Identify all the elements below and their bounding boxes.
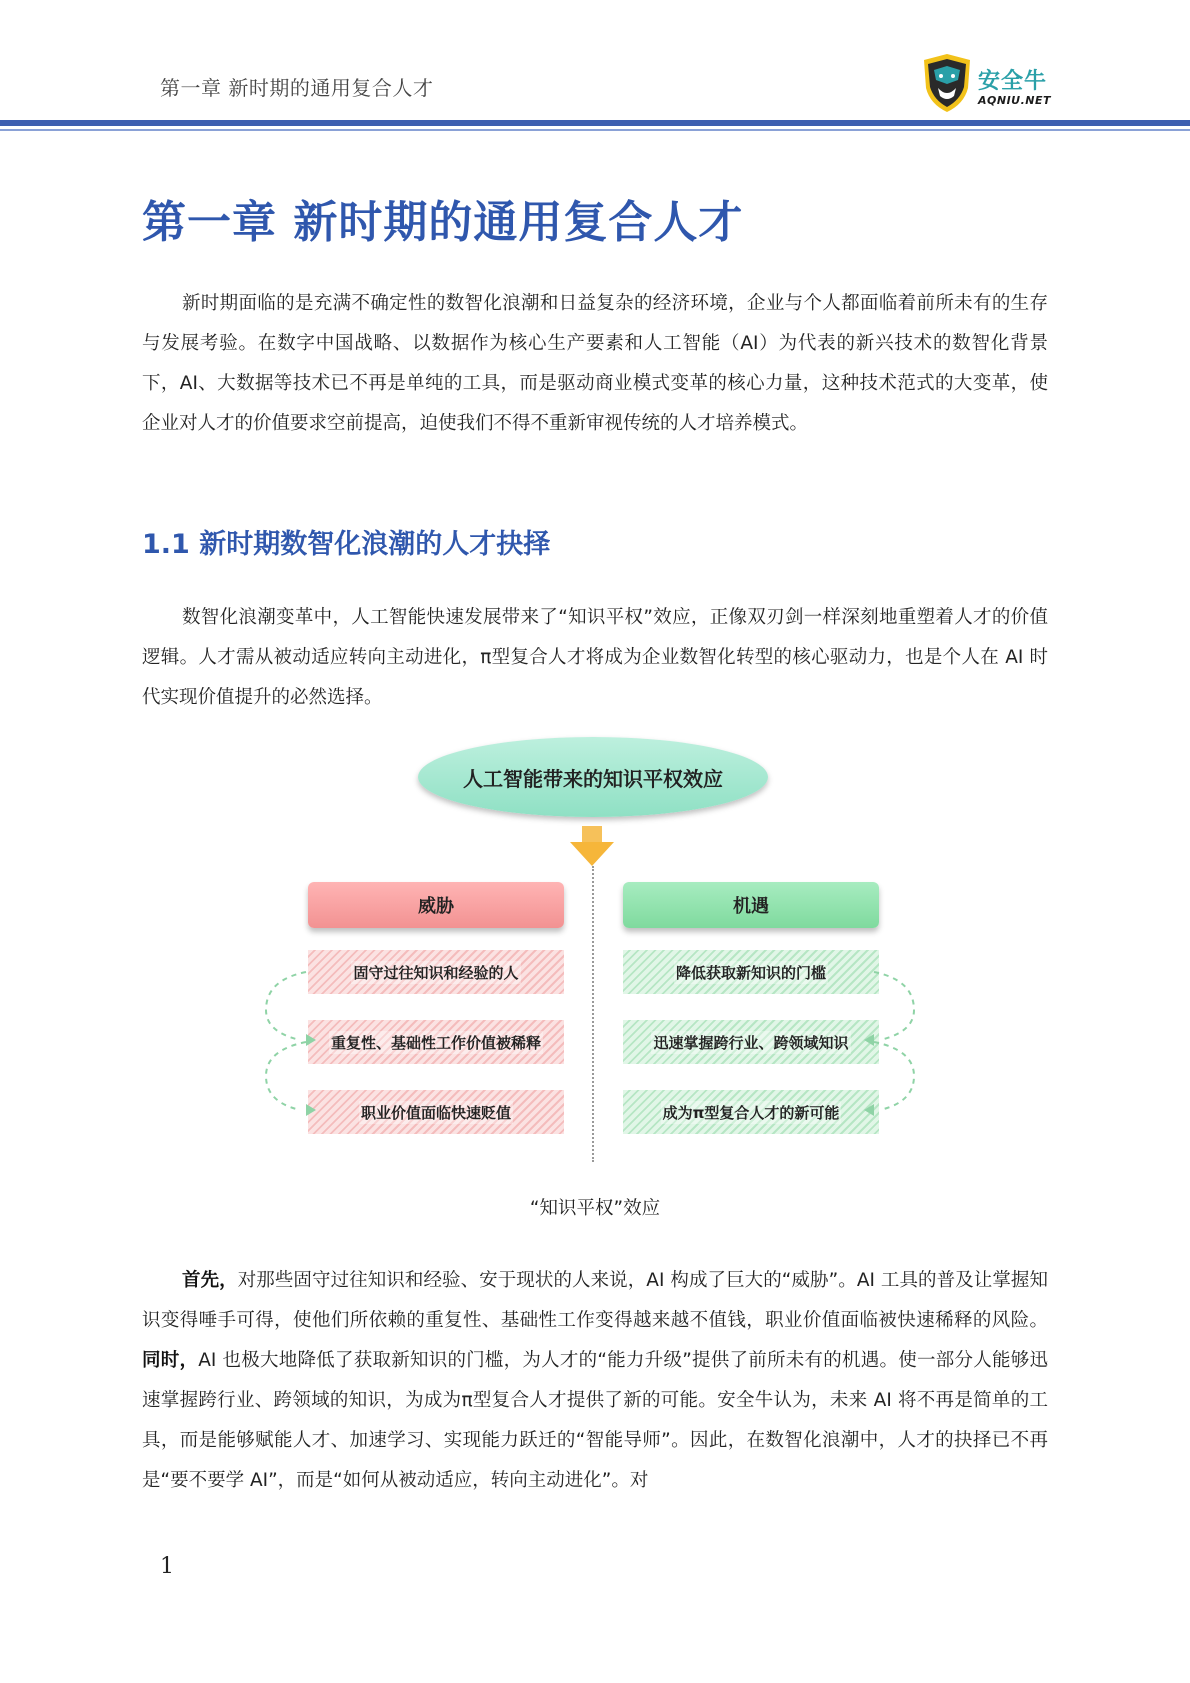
arrow-down-icon <box>570 826 614 866</box>
brand-logo <box>920 54 1050 118</box>
section-title: 1.1 新时期数智化浪潮的人才抉择 <box>142 529 551 560</box>
opportunity-header: 机遇 <box>623 882 879 928</box>
running-header-title: 第一章 新时期的通用复合人才 <box>160 76 434 100</box>
text-first: 对那些固守过往知识和经验、安于现状的人来说，AI 构成了巨大的“威胁”。AI 工具的普及让掌握知识变得唾手可得，使他们所依赖的重复性、基础性工作变得越来越不值钱，职业价值面临被快速稀释的风险。 <box>142 1270 1048 1331</box>
opportunity-item: 迅速掌握跨行业、跨领域知识 <box>623 1020 879 1064</box>
page-number: 1 <box>160 1554 174 1579</box>
threat-item: 固守过往知识和经验的人 <box>308 950 564 994</box>
lead-meanwhile: 同时， <box>142 1350 199 1371</box>
header-rule-thin <box>0 129 1190 131</box>
body-paragraph <box>142 1261 1048 1501</box>
diagram-caption: “知识平权”效应 <box>529 1198 661 1219</box>
logo-chinese-text: 安全牛 <box>978 69 1048 94</box>
logo-english-text: AQNIU.NET <box>978 94 1051 107</box>
lead-first: 首先， <box>182 1270 238 1291</box>
threat-item: 重复性、基础性工作价值被稀释 <box>308 1020 564 1064</box>
opportunity-item: 降低获取新知识的门槛 <box>623 950 879 994</box>
bull-shield-icon <box>920 54 974 114</box>
threat-item: 职业价值面临快速贬值 <box>308 1090 564 1134</box>
threat-header: 威胁 <box>308 882 564 928</box>
flow-arrows <box>260 960 920 1120</box>
header-rule <box>0 120 1190 126</box>
section-paragraph: 数智化浪潮变革中，人工智能快速发展带来了“知识平权”效应，正像双刃剑一样深刻地重塑着人才的价值逻辑。人才需从被动适应转向主动进化，π型复合人才将成为企业数智化转型的核心驱动力，也是个人在 AI 时代实现价值提升的必然选择。 <box>142 607 1048 708</box>
chapter-intro-paragraph: 新时期面临的是充满不确定性的数智化浪潮和日益复杂的经济环境，企业与个人都面临着前所未有的生存与发展考验。在数字中国战略、以数据作为核心生产要素和人工智能（AI）为代表的新兴技术的数智化背景下，AI、大数据等技术已不再是单纯的工具，而是驱动商业模式变革的核心力量，这种技术范式的大变革，使企业对人才的价值要求空前提高，迫使我们不得不重新审视传统的人才培养模式。 <box>142 293 1048 434</box>
diagram-top-ellipse: 人工智能带来的知识平权效应 <box>418 737 768 817</box>
chapter-title: 第一章 新时期的通用复合人才 <box>142 197 744 248</box>
text-second: AI 也极大地降低了获取新知识的门槛，为人才的“能力升级”提供了前所未有的机遇。使一部分人能够迅速掌握跨行业、跨领域的知识，为成为π型复合人才提供了新的可能。安全牛认为，未来 AI 将不再是简单的工具，而是能够赋能人才、加速学习、实现能力跃迁的“智能导师”。因此，在数智化浪潮中，人才的抉择已不再是“要不要学 AI”，而是“如何从被动适应，转向主动进化”。对 <box>142 1350 1048 1491</box>
opportunity-item: 成为π型复合人才的新可能 <box>623 1090 879 1134</box>
